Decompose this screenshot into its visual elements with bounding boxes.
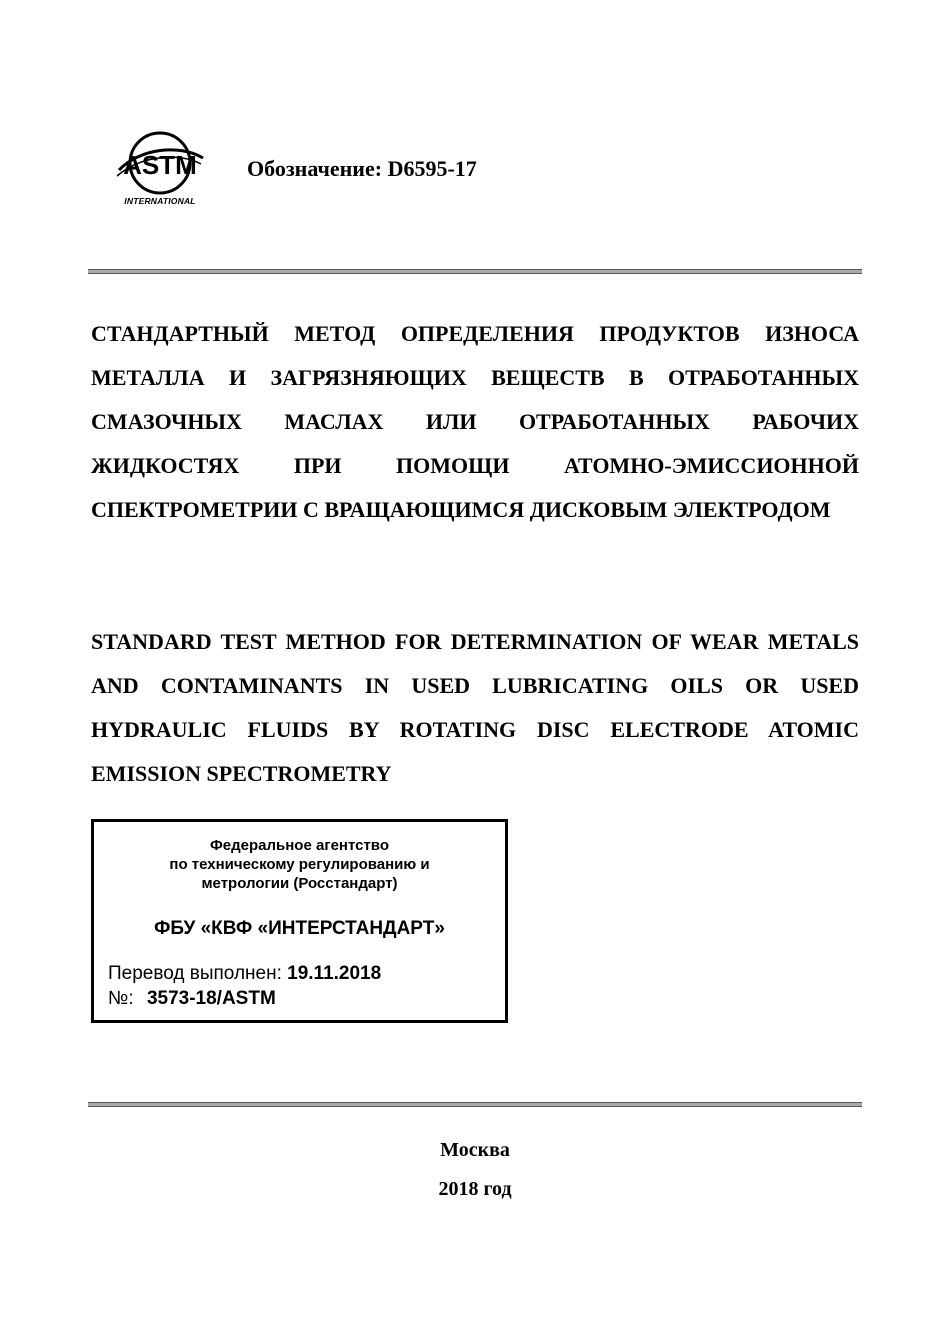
top-divider	[88, 269, 862, 274]
designation: Обозначение: D6595-17	[247, 156, 477, 181]
astm-logo	[115, 130, 205, 208]
translation-number-row	[108, 988, 276, 1010]
year: 2018 год	[438, 1178, 512, 1200]
title-russian: СТАНДАРТНЫЙ МЕТОД ОПРЕДЕЛЕНИЯ ПРОДУКТОВ ИЗНОСА МЕТАЛЛА И ЗАГРЯЗНЯЮЩИХ ВЕЩЕСТВ В ОТРАБОТАННЫХ СМАЗОЧНЫХ МАСЛАХ ИЛИ ОТРАБОТАННЫХ РАБОЧИХ ЖИДКОСТЯХ ПРИ ПОМОЩИ АТОМНО-ЭМИССИОННОЙ СПЕКТРОМЕТРИИ С ВРАЩАЮЩИМСЯ ДИСКОВЫМ ЭЛЕКТРОДОМ	[91, 321, 859, 522]
agency-line-1: Федеральное агентство	[209, 837, 389, 854]
title-english: STANDARD TEST METHOD FOR DETERMINATION OF WEAR METALS AND CONTAMINANTS IN USED LUBRICATING OILS OR USED HYDRAULIC FLUIDS BY ROTATING DISC ELECTRODE ATOMIC EMISSION SPECTROMETRY	[91, 629, 859, 786]
organization-name: ФБУ «КВФ «ИНТЕРСТАНДАРТ»	[154, 918, 445, 939]
astm-wordmark: ASTM	[123, 150, 197, 180]
translation-date-label: Перевод выполнен:	[108, 963, 282, 984]
translation-number-label: №:	[108, 988, 134, 1009]
agency-line-3: метрологии (Росстандарт)	[201, 875, 398, 892]
translation-date-row	[108, 963, 381, 985]
agency-line-2: по техническому регулированию и	[169, 856, 430, 873]
astm-logo-icon	[115, 130, 205, 196]
city: Москва	[440, 1139, 510, 1161]
logo-caption: INTERNATIONAL	[124, 196, 196, 206]
translation-stamp	[91, 819, 508, 1023]
translation-number-value: 3573-18/ASTM	[146, 988, 276, 1009]
translation-date-value: 19.11.2018	[287, 963, 382, 984]
agency-name	[94, 836, 505, 893]
bottom-divider	[88, 1102, 862, 1107]
